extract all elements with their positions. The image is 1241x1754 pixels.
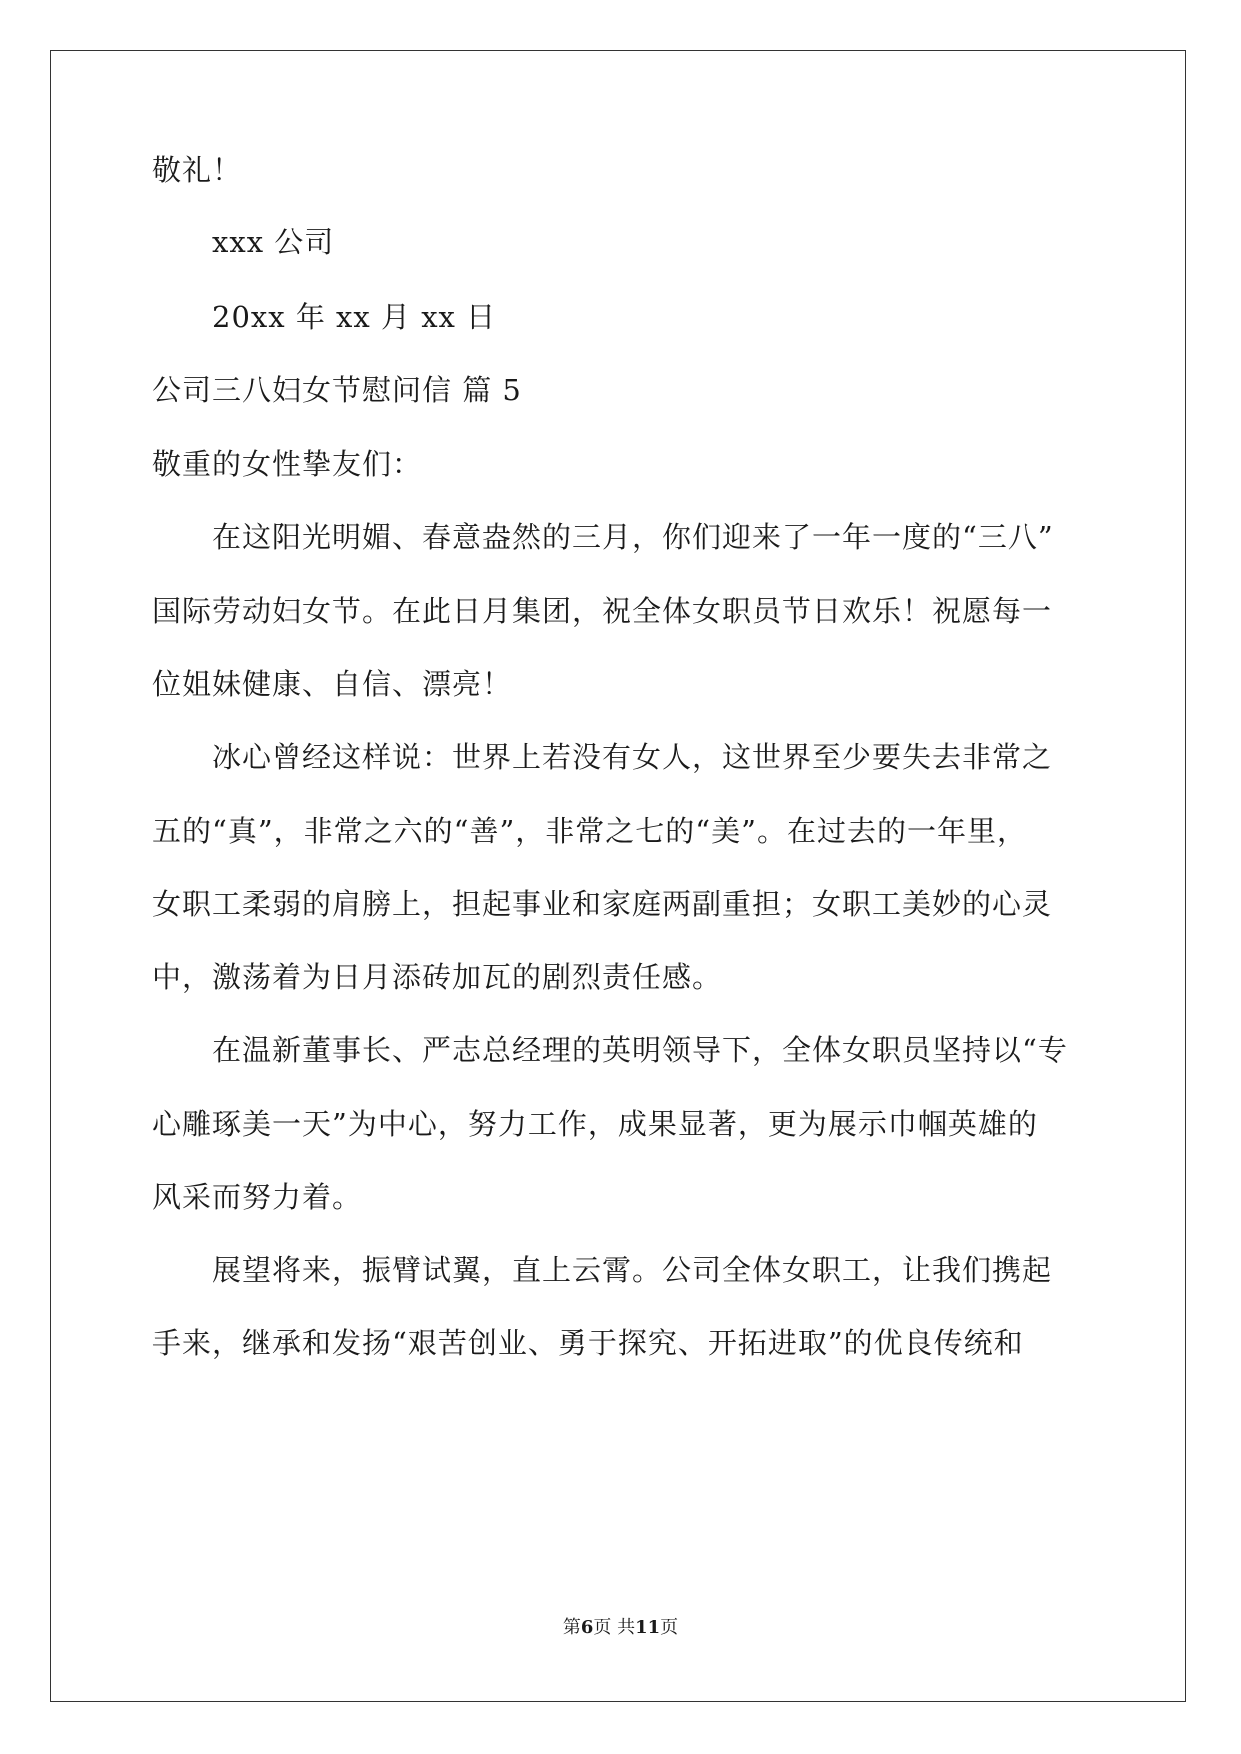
text-line: 国际劳动妇女节。在此日月集团，祝全体女职员节日欢乐！祝愿每一 <box>152 594 1053 628</box>
text-line: 冰心曾经这样说：世界上若没有女人，这世界至少要失去非常之 <box>212 740 1053 774</box>
text-line: xxx 公司 <box>212 225 335 259</box>
footer-total-pages: 11 <box>635 1617 661 1638</box>
text-line: 手来，继承和发扬“艰苦创业、勇于探究、开拓进取”的优良传统和 <box>152 1326 1024 1360</box>
text-line: 风采而努力着。 <box>152 1180 363 1214</box>
text-line: 中，激荡着为日月添砖加瓦的剧烈责任感。 <box>152 960 723 994</box>
text-line: 展望将来，振臂试翼，直上云霄。公司全体女职工，让我们携起 <box>212 1253 1053 1287</box>
text-line: 女职工柔弱的肩膀上，担起事业和家庭两副重担；女职工美妙的心灵 <box>152 887 1053 921</box>
text-line: 心雕琢美一天”为中心，努力工作，成果显著，更为展示巾帼英雄的 <box>152 1107 1038 1141</box>
section-heading: 公司三八妇女节慰问信 篇 5 <box>152 373 522 407</box>
text-line: 五的“真”，非常之六的“善”，非常之七的“美”。在过去的一年里， <box>152 814 1027 848</box>
text-line: 位姐妹健康、自信、漂亮！ <box>152 667 513 701</box>
text-line: 在这阳光明媚、春意盎然的三月，你们迎来了一年一度的“三八” <box>212 520 1054 554</box>
text-line: 敬礼！ <box>152 153 243 187</box>
footer-mid: 页 共 <box>593 1617 636 1638</box>
salutation: 敬重的女性挚友们： <box>152 447 423 481</box>
footer-page-number: 6 <box>580 1617 594 1638</box>
footer-prefix: 第 <box>562 1617 581 1638</box>
page-footer <box>0 1616 1241 1640</box>
footer-suffix: 页 <box>660 1617 679 1638</box>
text-line: 在温新董事长、严志总经理的英明领导下，全体女职员坚持以“专 <box>212 1033 1068 1067</box>
text-line: 20xx 年 xx 月 xx 日 <box>212 300 497 334</box>
